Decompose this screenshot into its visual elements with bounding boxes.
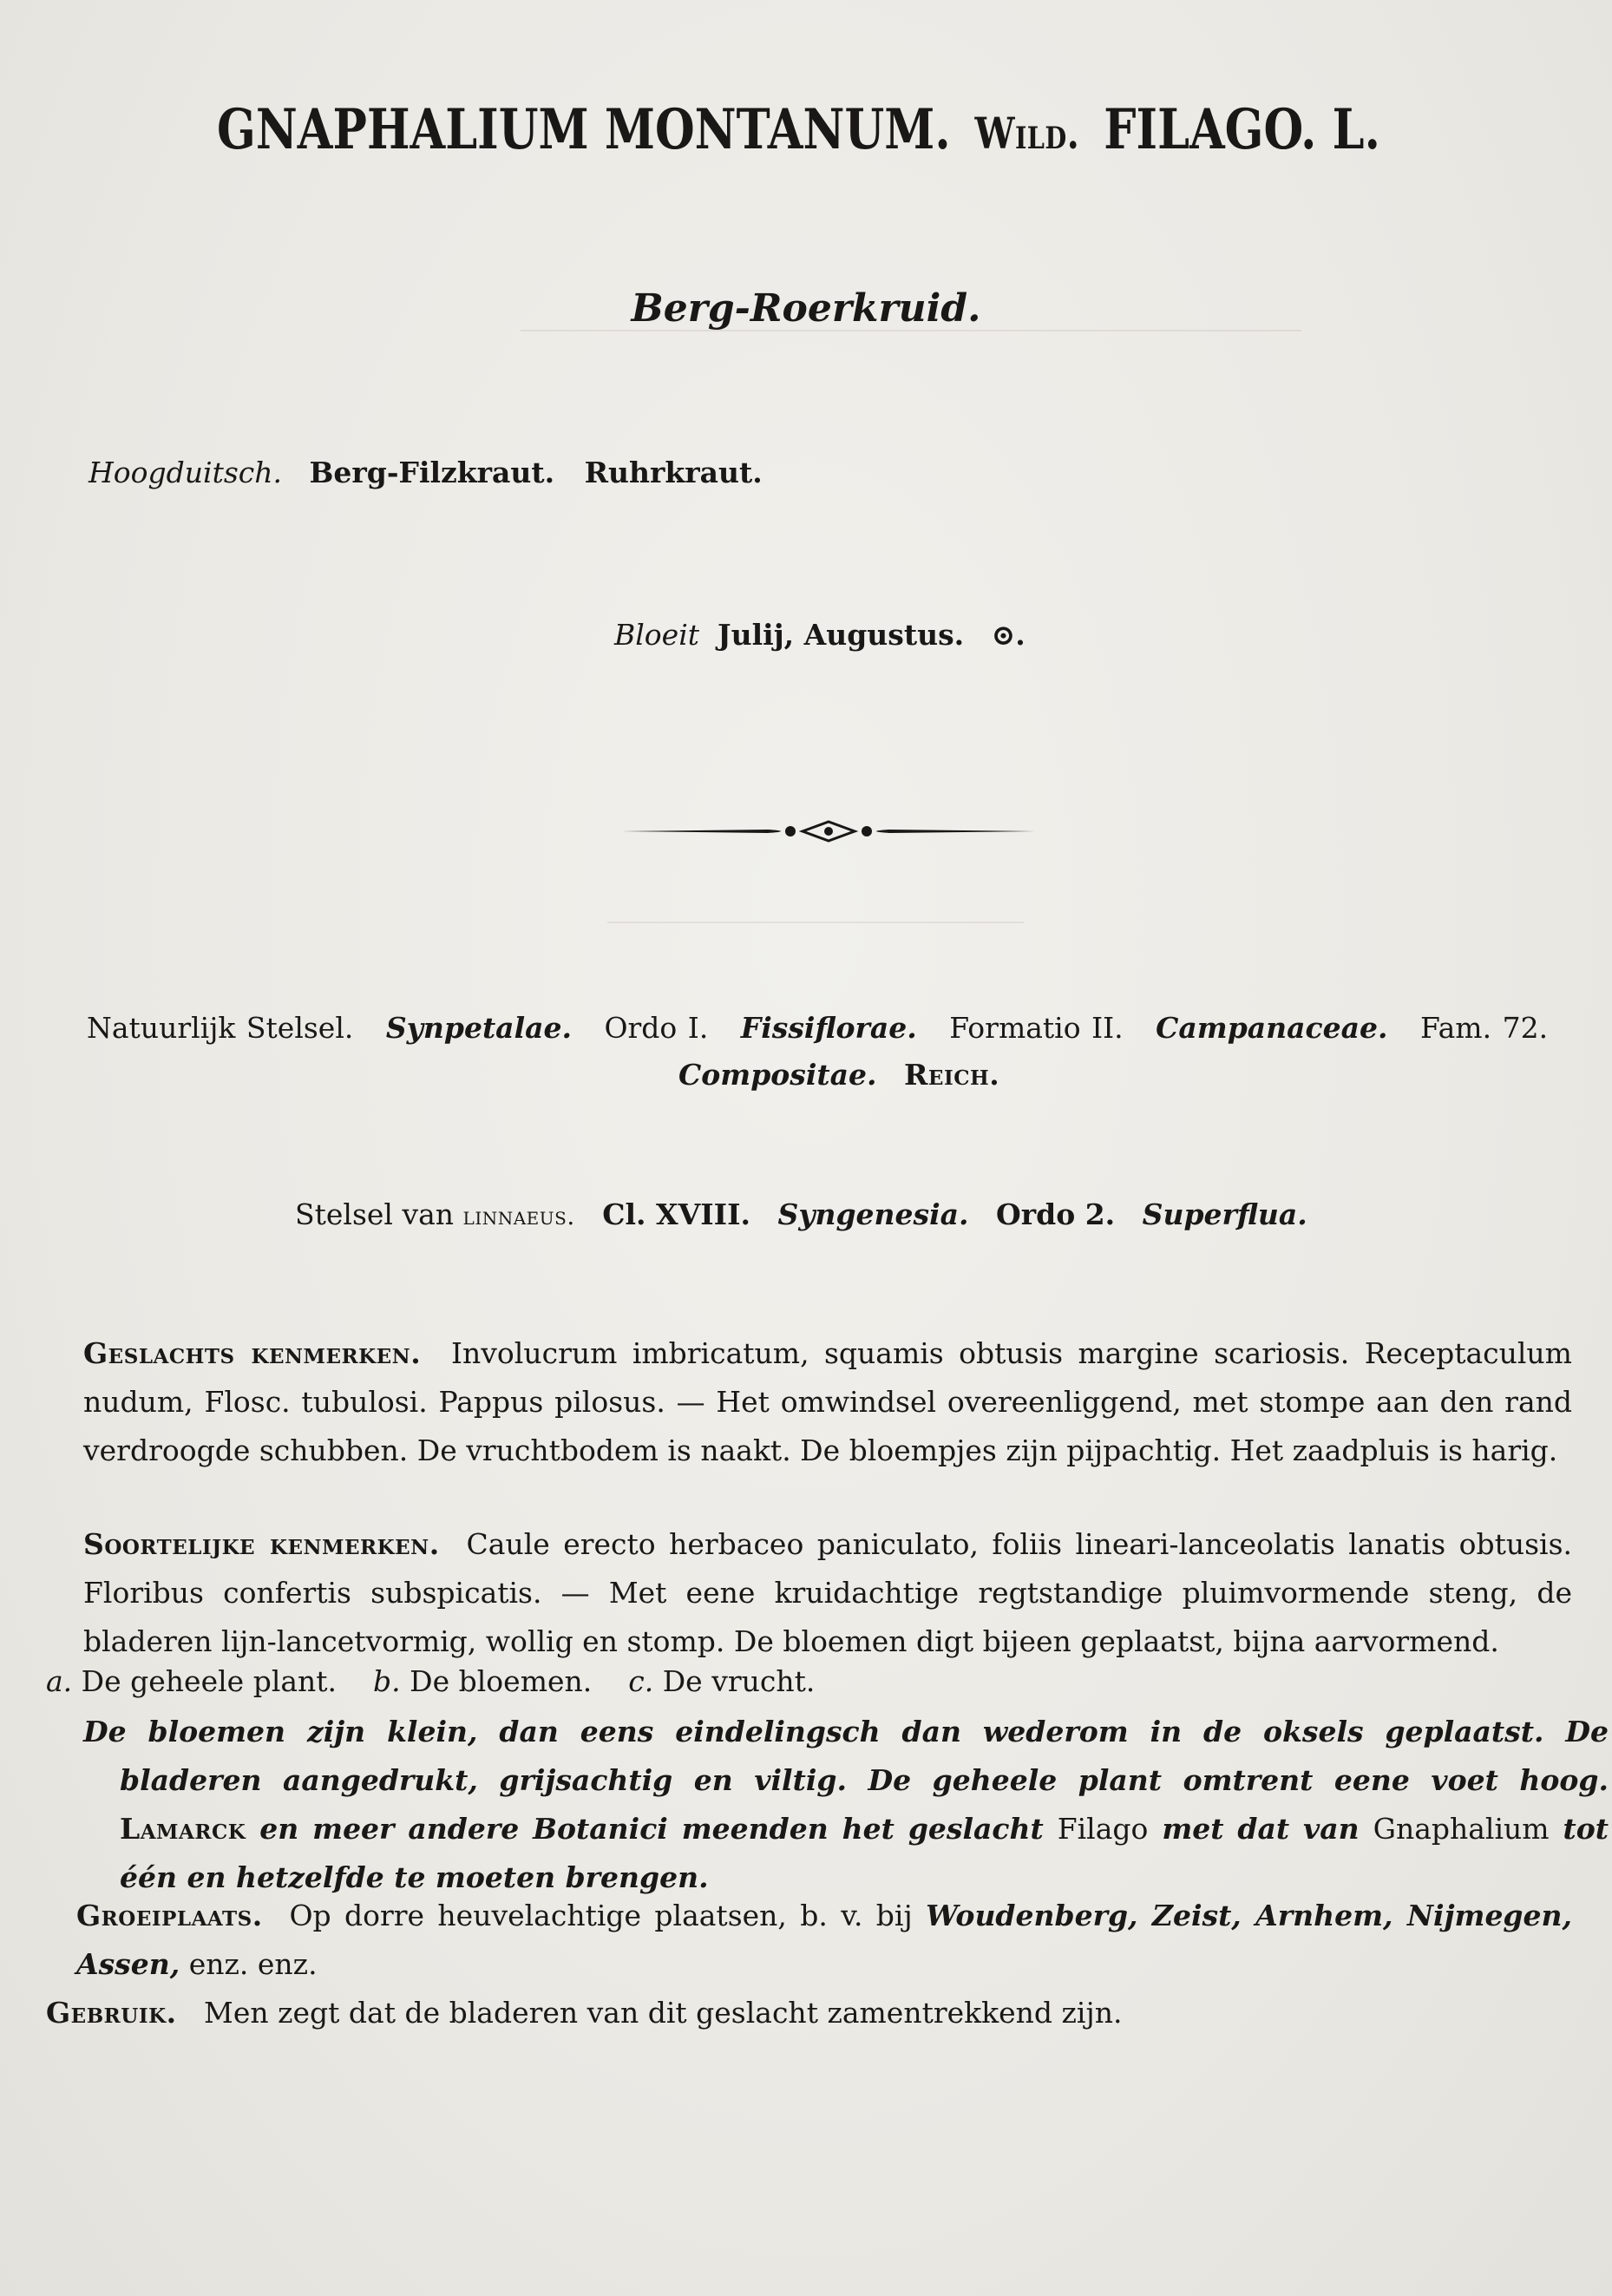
subclass: Synpetalae.: [385, 1011, 572, 1045]
ordo: Ordo I.: [604, 1011, 709, 1045]
formatio-name: Campanaceae.: [1156, 1011, 1388, 1045]
note-text-4: tot één en hetzelfde te moeten brengen.: [120, 1812, 1609, 1894]
genus-characters: [83, 1329, 1572, 1475]
fig-b-letter: b.: [373, 1664, 401, 1698]
note-gnaphalium: Gnaphalium: [1373, 1812, 1550, 1846]
natural-system-line: [87, 1011, 1548, 1045]
figure-legend: [46, 1664, 815, 1698]
note-filago: Filago: [1057, 1812, 1149, 1846]
habitat-places: Woudenberg, Zeist, Arnhem, Nijmegen, Assen,: [76, 1899, 1572, 1981]
linnaeus-ordo: Ordo 2.: [996, 1197, 1116, 1231]
bleed-through-lines: [521, 330, 1301, 358]
ornament-divider: [620, 816, 1037, 847]
title-species: GNAPHALIUM MONTANUM.: [217, 97, 951, 162]
reich-author: Reich.: [904, 1058, 1000, 1092]
genus-characters-text: Involucrum imbricatum, squamis obtusis margine scariosis. Receptaculum nudum, Flosc. tubulosi. Pappus pilosus. — Het omwindsel overeenliggend, met stompe aan den rand verdroogde schubben. De vruchtbodem is naakt. De bloempjes zijn pijpachtig. Het zaadpluis is harig.: [83, 1336, 1572, 1467]
natural-system-label: Natuurlijk Stelsel.: [87, 1011, 354, 1045]
species-characters: [83, 1520, 1572, 1666]
genus-characters-label: Geslachts kenmerken.: [83, 1336, 422, 1370]
flowering-label: Bloeit: [614, 618, 700, 652]
family-name: Compositae.: [678, 1058, 877, 1092]
linnaeus-class: Cl. XVIII.: [602, 1197, 750, 1231]
fig-c-letter: c.: [628, 1664, 654, 1698]
page-title: [217, 97, 1380, 162]
linnaeus-ordo-name: Superflua.: [1142, 1197, 1307, 1231]
usage-label: Gebruik.: [46, 1996, 177, 2030]
family-number: Fam. 72.: [1419, 1011, 1549, 1045]
german-names-line: [88, 456, 763, 489]
note-text-2: en meer andere Botanici meenden het geslacht: [259, 1812, 1044, 1846]
note-text-1: De bloemen zijn klein, dan eens eindelingsch dan wederom in de oksels geplaatst. De bladeren aangedrukt, grijsachtig en viltig. De geheele plant omtrent eene voet hoog.: [83, 1715, 1609, 1797]
habitat-text-2: enz. enz.: [188, 1947, 318, 1981]
flowering-months: Julij, Augustus.: [718, 618, 965, 652]
bleed-through-ornament: [607, 922, 1024, 923]
habitat-text: Op dorre heuvelachtige plaatsen, b. v. bij: [289, 1899, 913, 1932]
annual-symbol: ⊙.: [991, 618, 1026, 652]
german-label: Hoogduitsch.: [88, 456, 282, 489]
habitat-label: Groeiplaats.: [76, 1899, 263, 1932]
usage-text: Men zegt dat de bladeren van dit geslacht zamentrekkend zijn.: [204, 1996, 1123, 2030]
note-lamarck: Lamarck: [120, 1812, 246, 1846]
description-note: [83, 1708, 1609, 1902]
natural-system-line-2: [678, 1058, 999, 1092]
usage: [46, 1989, 1573, 2037]
linnaeus-label: Stelsel van: [295, 1197, 455, 1231]
fig-c-text: De vrucht.: [662, 1664, 816, 1698]
dutch-name: Berg-Roerkruid.: [631, 286, 981, 331]
species-characters-text: Caule erecto herbaceo paniculato, foliis lineari-lanceolatis lanatis obtusis. Floribus confertis subspicatis. — Met eene kruidachtige regtstandige pluimvormende steng, de bladeren lijn-lancetvormig, wollig en stomp. De bloemen digt bijeen geplaatst, bijna aarvormend.: [83, 1527, 1573, 1658]
species-characters-label: Soortelijke kenmerken.: [83, 1527, 440, 1561]
fig-a-letter: a.: [46, 1664, 73, 1698]
habitat: [76, 1892, 1572, 1989]
fig-a-text: De geheele plant.: [81, 1664, 337, 1698]
title-author: Wild.: [974, 108, 1080, 159]
linnaeus-system-line: [295, 1197, 1307, 1231]
german-names: Berg-Filzkraut. Ruhrkraut.: [309, 456, 763, 489]
flowering-line: [614, 618, 1026, 652]
linnaeus-class-name: Syngenesia.: [777, 1197, 969, 1231]
linnaeus-name: linnaeus.: [462, 1202, 575, 1230]
fig-b-text: De bloemen.: [410, 1664, 593, 1698]
formatio: Formatio II.: [949, 1011, 1124, 1045]
title-genus: FILAGO. L.: [1104, 97, 1380, 162]
note-text-3: met dat van: [1162, 1812, 1360, 1846]
ordo-name: Fissiflorae.: [740, 1011, 917, 1045]
